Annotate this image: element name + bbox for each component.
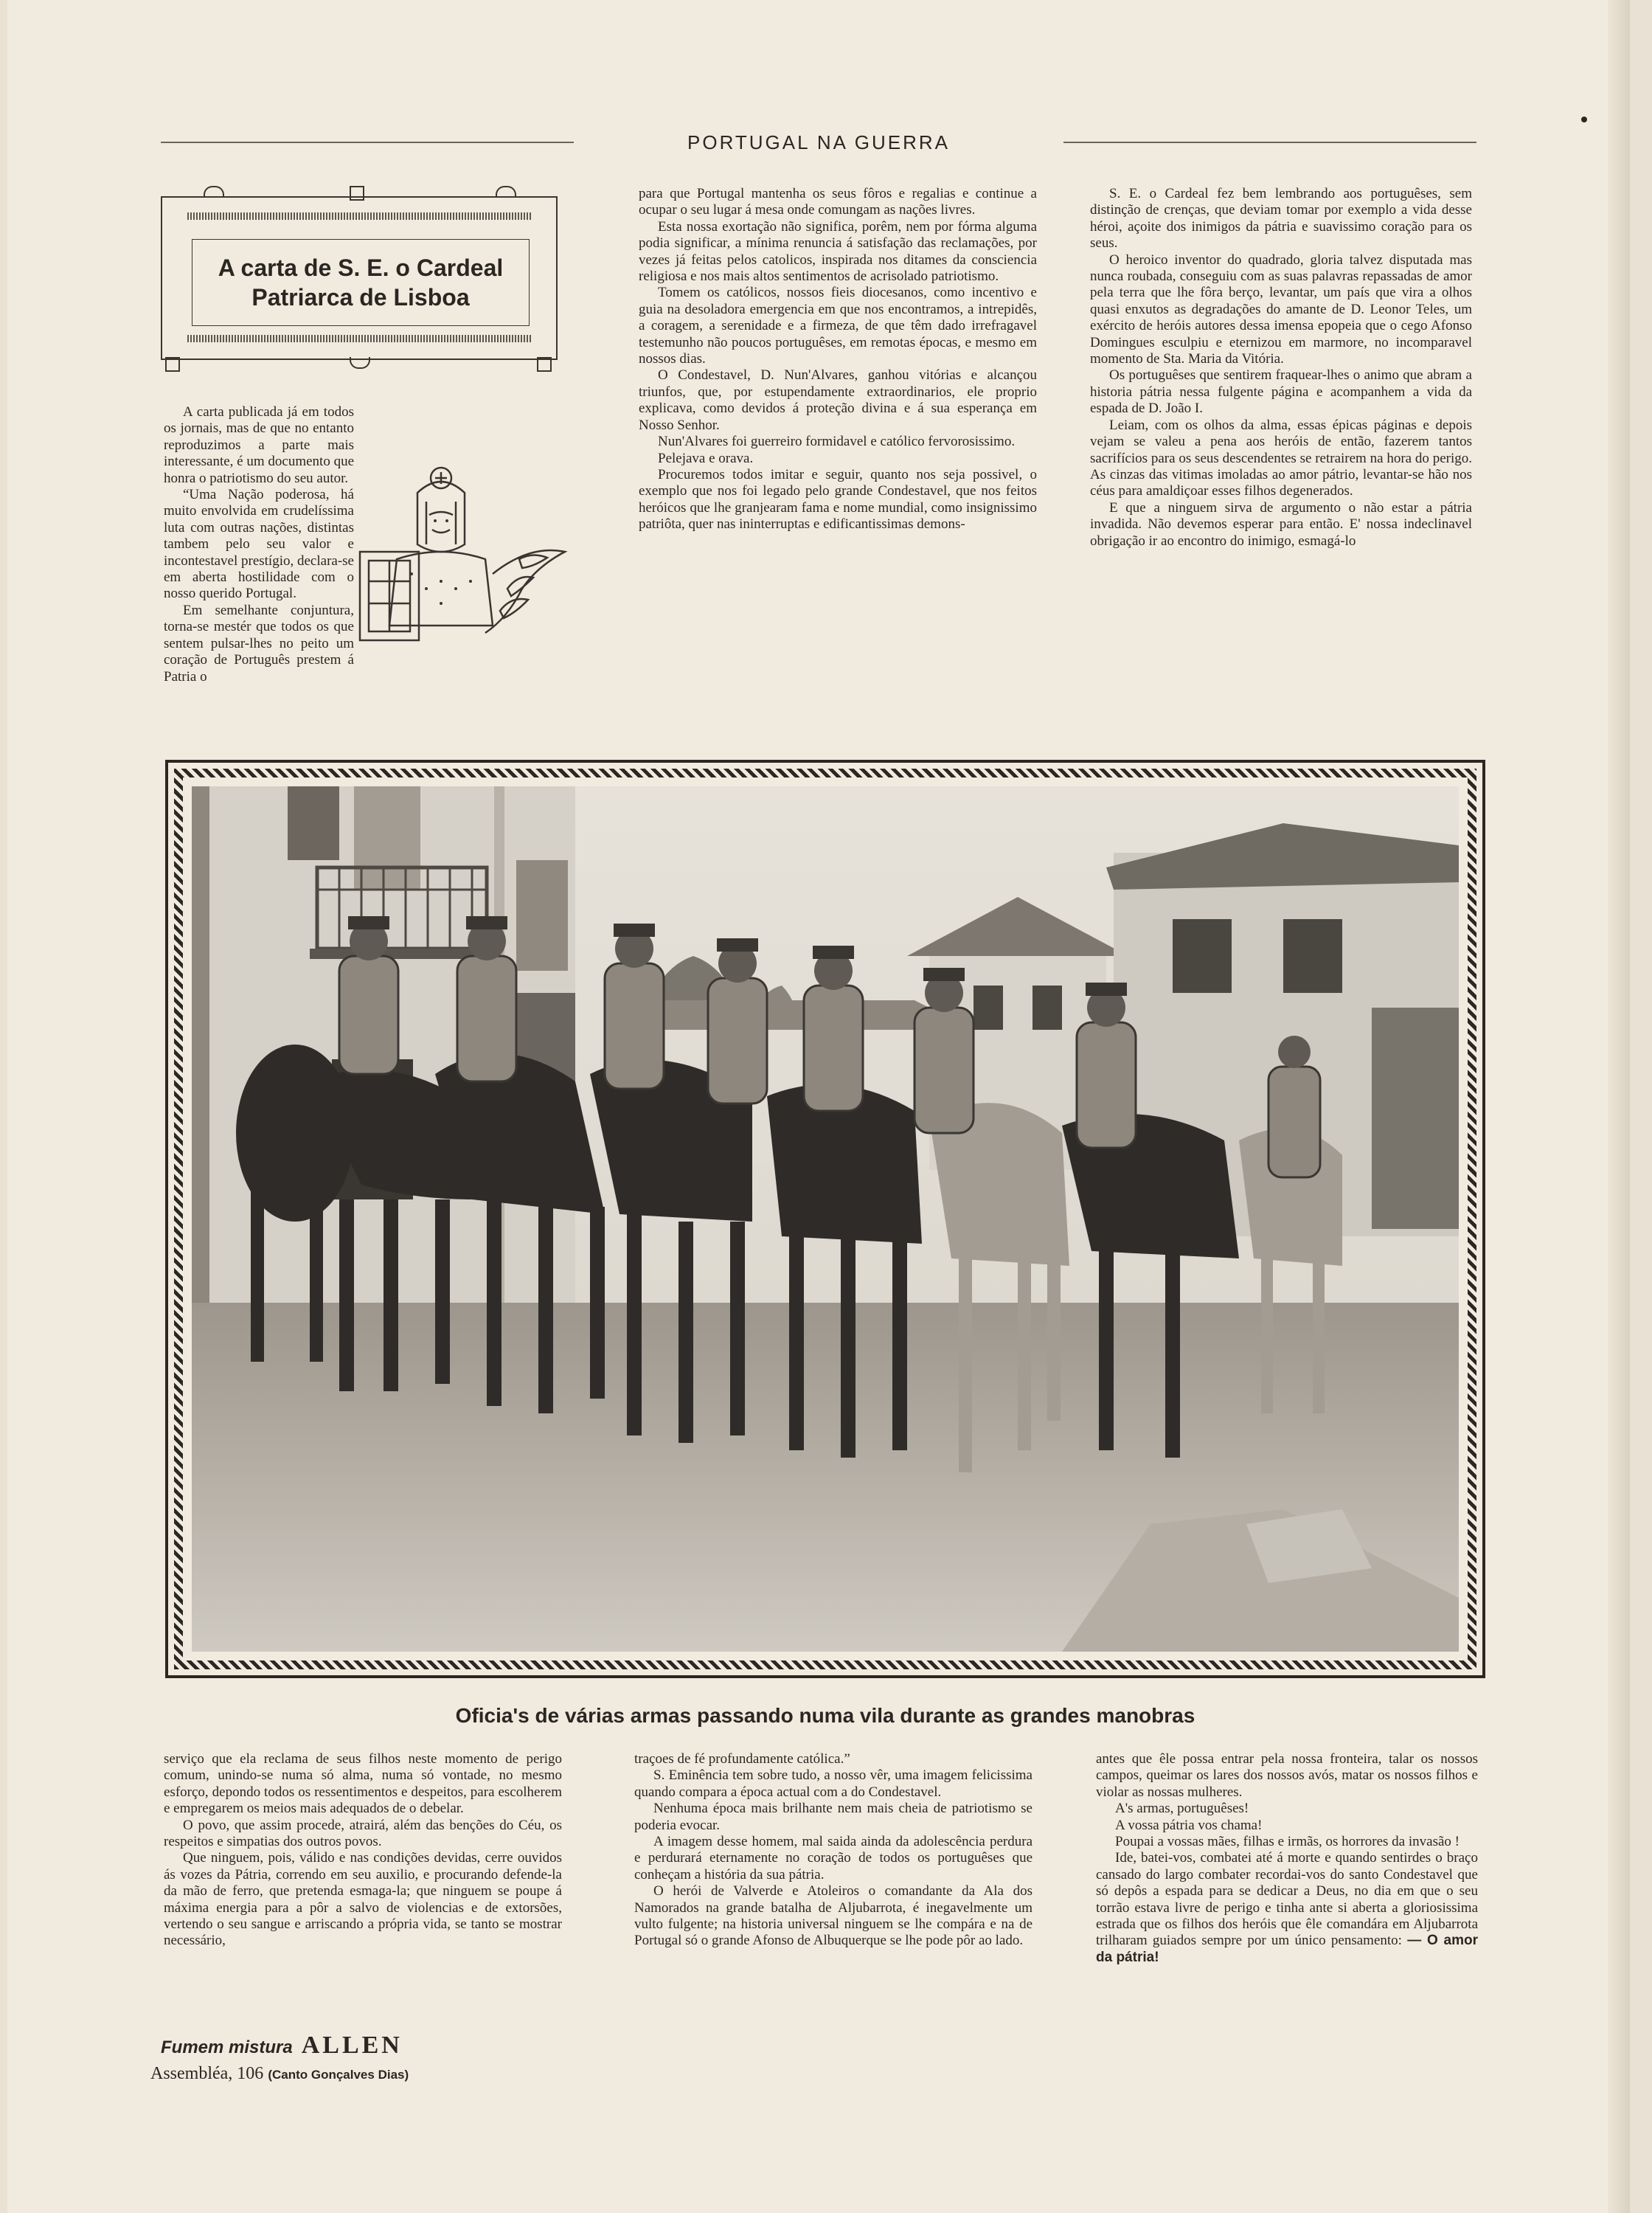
col1-paragraph-2: Em semelhante conjuntura, torna-se mestér que todos os que sentem pulsar-lhes no peito um coração de Português prestem á Patria o xyxy=(164,602,354,685)
col2-paragraph-4: O Condestavel, D. Nun'Alvares, ganhou vitórias e alcançou triunfos, que, por estupendamente extraordinarios, ele proprio explicava, como devidos á proteção divina e á sua esperança em Nosso Senhor. xyxy=(639,367,1037,433)
knight-illustration xyxy=(353,441,571,662)
ornament-bottom-left xyxy=(165,357,180,372)
cavalry-officers-photo xyxy=(192,786,1459,1652)
col2-paragraph-5: Nun'Alvares foi guerreiro formidavel e católico fervorosissimo. xyxy=(658,434,1016,450)
col2-paragraph-1: para que Portugal mantenha os seus fôros e regalias e continue a ocupar o seu lugar á mesa onde comungam as nações livres. xyxy=(639,186,1037,218)
col2-paragraph-2: Esta nossa exortação não significa, porêm, nem por fórma alguma podia significar, a mínima renuncia á satisfação das reclamações, por vezes já feitas pelos catolicos, inspirada nos ditames da consciencia religiosa e nos mais altos sentimentos de acrisolado patriotismo. xyxy=(639,218,1037,285)
bottom-col1-paragraph-3: Que ninguem, pois, válido e nas condições devidas, cerre ouvidos ás vozes da Pátria, correndo em seu auxilio, e procurando defende-la da mão de ferro, que pretenda esmaga-la; que ninguem se poupe á máxima energia para a pôr a salvo de violencias e de extorsões, vertendo o seu sangue e arriscando a própria vida, se tanto se mostrar necessário, xyxy=(164,1850,562,1949)
cavalry-photo-image xyxy=(192,786,1459,1652)
title-frame-outer xyxy=(161,196,558,360)
advertisement xyxy=(161,2032,403,2060)
bottom-col3-paragraph-5-text: Ide, batei-vos, combatei até á morte e quando sentirdes o braço cansado do largo combater recordai-vos do santo Condestavel que só depôs a espada para se dedicar a Deus, no dia em que o seu torrão estava livre de perigo e tinha ante si aberta a gloriosissima estrada que os filhos dos heróis que êle comandára em Aljubarrota trilharam guiados sempre por um único pensamento: xyxy=(1096,1850,1478,1949)
ad-line1: Fumem mistura xyxy=(161,2037,293,2057)
article-title xyxy=(192,239,530,326)
bottom-col1-paragraph-1: serviço que ela reclama de seus filhos neste momento de perigo comum, unindo-se numa só alma, numa só vontade, no mesmo esforço, depondo todos os ressentimentos e despeitos, para escolherem e empregarem os meios mais adequados de o debelar. xyxy=(164,1751,562,1817)
header-title: PORTUGAL NA GUERRA xyxy=(677,131,960,153)
ink-dot xyxy=(1581,117,1587,122)
article-title-line1: A carta de S. E. o Cardeal xyxy=(218,254,504,281)
title-frame-band-bottom xyxy=(187,335,531,342)
col3-paragraph-4: Leiam, com os olhos da alma, essas épicas páginas e depois vejam se valeu a pena aos heróis de então, fazerem tantos sacrifícios para os seus descendentes se retrairem na hora do perigo. As cinzas das vitimas imoladas ao amor pátrio, levantar-se hão nos céus para amaldiçoar esses filhos degenerados. xyxy=(1090,417,1472,499)
bottom-col3-paragraph-4: Poupai a vossas mães, filhas e irmãs, os horrores da invasão ! xyxy=(1115,1834,1460,1850)
ornament-bottom-center xyxy=(350,357,370,369)
bottom-col3-paragraph-3: A vossa pátria vos chama! xyxy=(1115,1817,1263,1833)
col2-paragraph-7: Procuremos todos imitar e seguir, quanto nos seja possivel, o exemplo que nos foi legado pelo grande Condestavel, que nos feitos heróicos que lhe granjearam fama e nome mundial, como insignissimo patriôta, quer nas ininterruptas e edificantissimas demons- xyxy=(639,466,1037,533)
column-2-top xyxy=(639,186,1037,533)
col3-paragraph-5: E que a ninguem sirva de argumento o não estar a pátria invadida. Não devemos esperar para então. E' nossa indeclinavel obrigação ir ao encontro do inimigo, esmagá-lo xyxy=(1090,499,1472,549)
col1-intro: A carta publicada já em todos os jornais, mas de que no entanto reproduzimos a parte mais interessante, é um documento que honra o patriotismo do seu autor. xyxy=(164,404,355,486)
ad-address xyxy=(150,2064,409,2084)
page-binding-edge xyxy=(1608,0,1630,2213)
ad-address-note: (Canto Gonçalves Dias) xyxy=(268,2068,409,2082)
bottom-col3-paragraph-5 xyxy=(1096,1850,1478,1966)
col3-paragraph-2: O heroico inventor do quadrado, gloria talvez disputada mas nunca roubada, conseguiu com as suas palavras repassadas de amor pela terra que lhe fôra berço, levantar, um país que vira a olhos quasi enxutos as degradações do amante de D. Leonor Teles, um exército de heróis autores dessa imensa epopeia que o cego Afonso Domingues esculpiu e eternizou em marmore, no incomparavel momento de Sta. Maria da Vitória. xyxy=(1090,252,1472,367)
title-frame-band-top xyxy=(187,212,531,220)
bottom-col2-paragraph-3: Nenhuma época mais brilhante nem mais cheia de patriotismo se poderia evocar. xyxy=(634,1801,1032,1833)
col3-paragraph-1: S. E. o Cardeal fez bem lembrando aos portuguêses, sem distinção de crenças, que deviam tomar por exemplo a vida desse héroi, açoite dos inimigos da pátria e suavissimo coração para os seus. xyxy=(1090,186,1472,252)
column-3-top xyxy=(1090,186,1472,550)
bottom-column-1 xyxy=(164,1751,562,1950)
bottom-col2-paragraph-1: traçoes de fé profundamente católica.” xyxy=(634,1751,850,1767)
col3-paragraph-3: Os portuguêses que sentirem fraquear-lhes o animo que abram a historia pátria nessa fulgente página e acompanhem a vida da espada de D. João I. xyxy=(1090,367,1472,417)
col2-paragraph-3: Tomem os católicos, nossos fieis diocesanos, como incentivo e guia na desoladora emergencia em que nos encontramos, a intrepidês, a coragem, a serenidade e a firmeza, de que têm dado irrefragavel testemunho não poucos portuguêses, em remotas épocas, e mesmo em nossos dias. xyxy=(639,285,1037,367)
bottom-col2-paragraph-5: O herói de Valverde e Atoleiros o comandante da Ala dos Namorados na grande batalha de Aljubarrota, é inegavelmente um vulto fulgente; na historia universal ninguem se lhe compára e na de Portugal só o grande Afonso de Albuquerque se lhe pode pôr ao lado. xyxy=(634,1883,1032,1949)
col1-quote: “Uma Nação poderosa, há muito envolvida em crudelíssima luta com outras nações, distintas tambem pelo seu valor e incontestavel prestígio, declara-se em aberta hostilidade com o nosso querido Portugal. xyxy=(164,487,354,602)
photo-frame xyxy=(165,760,1485,1678)
ad-brand: ALLEN xyxy=(301,2032,403,2059)
col2-paragraph-6: Pelejava e orava. xyxy=(658,450,754,466)
bottom-col2-paragraph-4: A imagem desse homem, mal saida ainda da adolescência perdura e perdurará eternamente no coração de todos os portuguêses que conheçam a história da sua pátria. xyxy=(634,1834,1032,1883)
bottom-col1-paragraph-2: O povo, que assim procede, atrairá, além das benções do Céu, os respeitos e simpatias dos outros povos. xyxy=(164,1817,562,1850)
bottom-col3-paragraph-2: A's armas, portuguêses! xyxy=(1115,1801,1249,1817)
bottom-column-2 xyxy=(634,1751,1032,1950)
newspaper-page xyxy=(7,0,1630,2213)
ad-address-text: Assembléa, 106 xyxy=(150,2064,264,2083)
article-title-line2: Patriarca de Lisboa xyxy=(251,284,470,311)
bottom-col2-paragraph-2: S. Eminência tem sobre tudo, a nosso vêr, uma imagem felicissima quando compara a época actual com a do Condestavel. xyxy=(634,1767,1032,1800)
running-header xyxy=(161,131,1476,153)
ornament-bottom-right xyxy=(537,357,552,372)
photo-caption: Oficia's de várias armas passando numa vila durante as grandes manobras xyxy=(455,1704,1195,1727)
closing-exclamation: — O amor da pátria! xyxy=(1096,1933,1478,1965)
article-title-box xyxy=(161,186,558,369)
bottom-column-3 xyxy=(1096,1751,1478,1966)
knight-drawing-icon xyxy=(353,441,571,662)
bottom-col3-paragraph-1: antes que êle possa entrar pela nossa fronteira, talar os nossos campos, queimar os lares dos nossos avós, matar os nossos filhos e violar as nossas mulheres. xyxy=(1096,1751,1478,1800)
